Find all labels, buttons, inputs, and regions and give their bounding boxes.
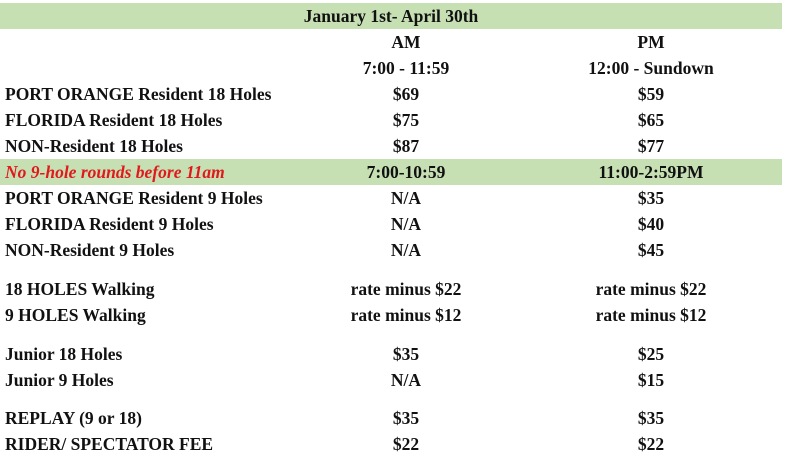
pm-rate: $15 [637,370,665,390]
pm-rate: $65 [637,110,665,130]
row-label: PORT ORANGE Resident 18 Holes [5,84,272,104]
table-row [0,405,782,431]
row-label: NON-Resident 18 Holes [5,136,183,156]
am-rate: N/A [390,188,422,208]
pm-rate: $77 [637,136,665,156]
am-rate: $35 [392,344,420,364]
am-rate: $69 [392,84,420,104]
pm-rate: $59 [637,84,665,104]
pm-rate: $25 [637,344,665,364]
pm-hours: 12:00 - Sundown [588,58,714,78]
table-row [0,107,782,133]
table-row [0,431,782,457]
period-header-row [0,29,782,55]
pm-rate: $45 [637,240,665,260]
table-row [0,302,782,328]
pm-header: PM [637,32,665,52]
table-row [0,185,782,211]
am-hours: 7:00 - 11:59 [362,58,450,78]
table-row [0,133,782,159]
row-label: REPLAY (9 or 18) [5,408,142,428]
nine-hole-banner-row [0,159,782,185]
row-label: Junior 18 Holes [5,344,123,364]
table-row [0,211,782,237]
table-row [0,81,782,107]
pm-rate: $35 [637,408,665,428]
row-label: FLORIDA Resident 18 Holes [5,110,223,130]
table-row [0,276,782,302]
table-row [0,367,782,393]
season-title-row [0,3,782,29]
row-label: FLORIDA Resident 9 Holes [5,214,214,234]
table-row [0,237,782,263]
pm-rate: $22 [637,434,665,454]
table-row [0,341,782,367]
season-title: January 1st- April 30th [303,6,479,26]
row-label: 18 HOLES Walking [5,279,155,299]
row-label: NON-Resident 9 Holes [5,240,175,260]
am-rate: $35 [392,408,420,428]
row-label: PORT ORANGE Resident 9 Holes [5,188,263,208]
pm-rate: $35 [637,188,665,208]
am-header: AM [391,32,421,52]
am-rate: $87 [392,136,420,156]
am-rate: rate minus $22 [350,279,462,299]
pm-rate: $40 [637,214,665,234]
am-rate: $22 [392,434,420,454]
am-rate: N/A [390,370,422,390]
pm-rate: rate minus $22 [595,279,707,299]
row-label: RIDER/ SPECTATOR FEE [5,434,214,454]
am-rate: N/A [390,214,422,234]
am-nine-hole-hours: 7:00-10:59 [366,162,446,182]
nine-hole-notice: No 9-hole rounds before 11am [5,162,225,182]
am-rate: rate minus $12 [350,305,462,325]
hours-header-row [0,55,782,81]
pm-rate: rate minus $12 [595,305,707,325]
pm-nine-hole-hours: 11:00-2:59PM [598,162,704,182]
am-rate: $75 [392,110,420,130]
row-label: Junior 9 Holes [5,370,114,390]
am-rate: N/A [390,240,422,260]
row-label: 9 HOLES Walking [5,305,146,325]
